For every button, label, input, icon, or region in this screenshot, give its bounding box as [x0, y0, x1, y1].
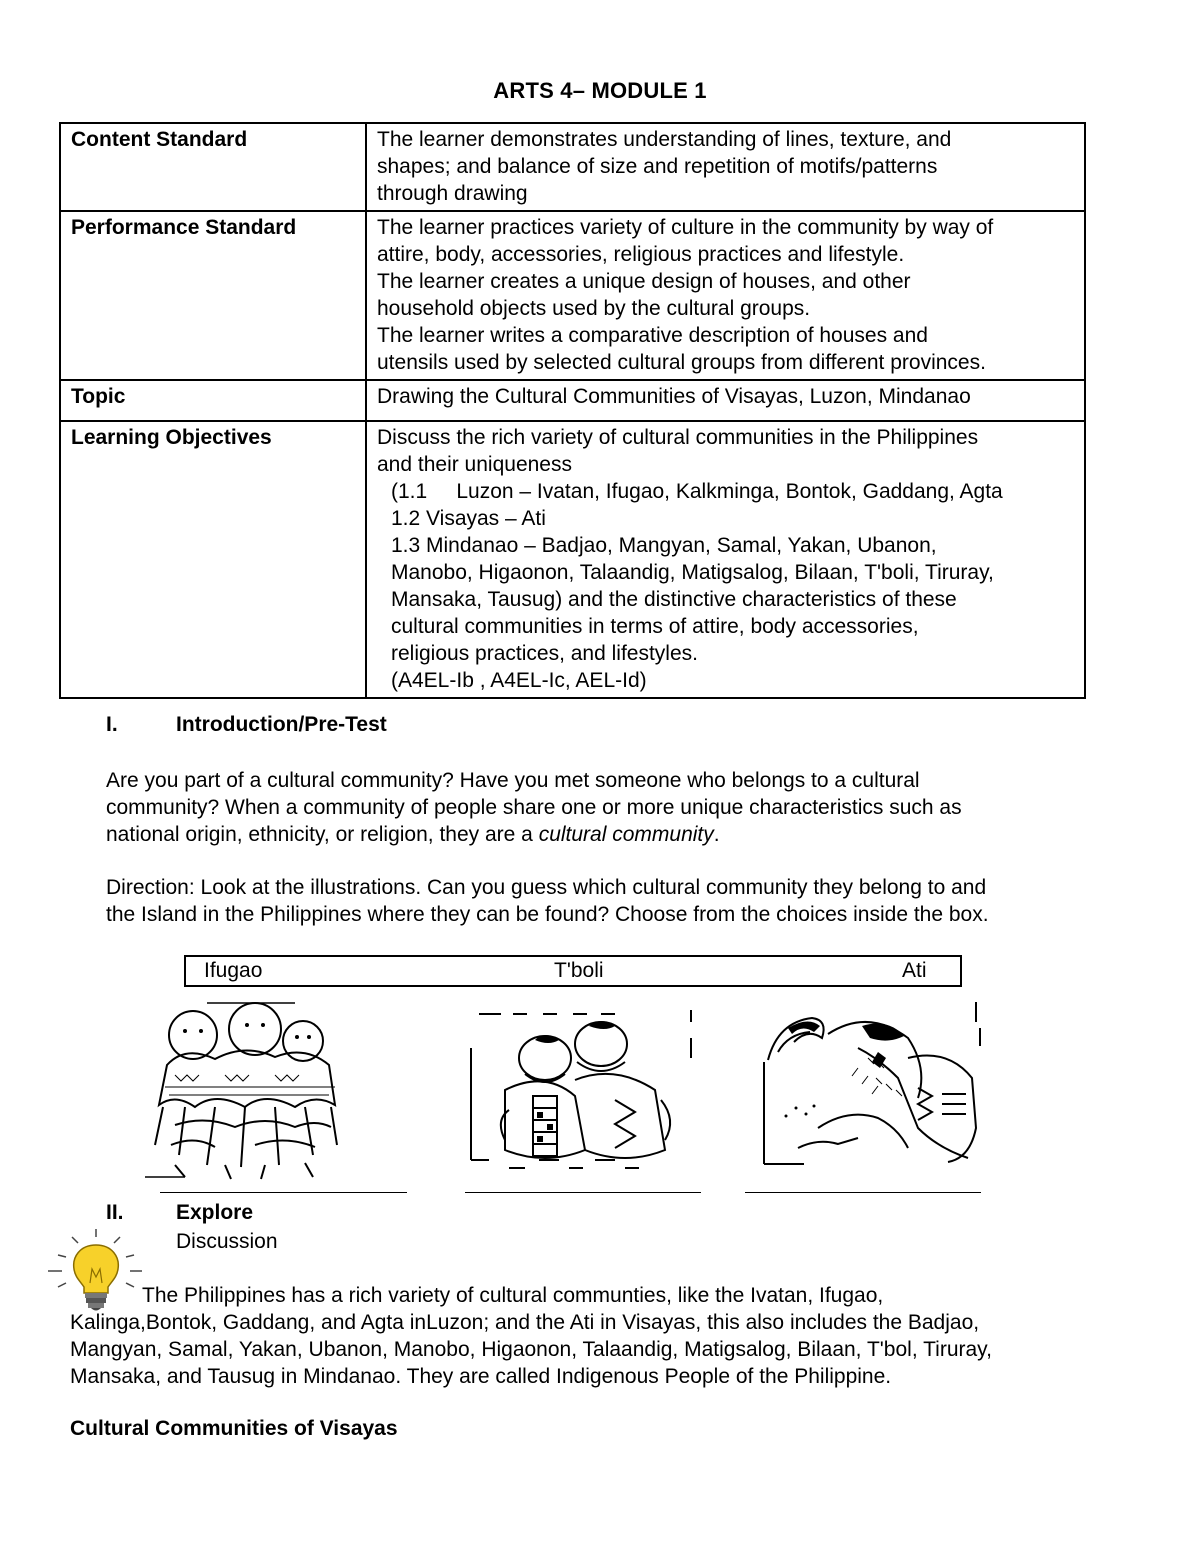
choices-box: [184, 955, 962, 987]
table-row: [60, 123, 1085, 211]
standards-table: [59, 122, 1086, 699]
tboli-illustration: [465, 1000, 695, 1180]
explore-paragraph: The Philippines has a rich variety of cultural communties, like the Ivatan, Ifugao, Kalinga,Bontok, Gaddang, and Agta inLuzon; and the Ati in Visayas, this also includes the Badjao, Mangyan, Samal, Yakan, Ubanon, Manobo, Higaonon, Talaandig, Matigsalog, Bilaan, T'bol, Tiruray, Mansaka, and Tausug in Mindanao. They are called Indigenous People of the Philippine.: [70, 1284, 992, 1388]
row-label: Performance Standard: [60, 211, 366, 380]
table-row: [60, 421, 1085, 698]
answer-blank[interactable]: [160, 1192, 407, 1193]
section-subheading: Discussion: [176, 1230, 278, 1253]
section-heading: Explore: [176, 1201, 254, 1224]
choice-ifugao: Ifugao: [204, 959, 263, 982]
row-value: The learner practices variety of culture in the community by way of attire, body, accessories, religious practices and lifestyle. The learner creates a unique design of houses, and other household objects used by the cultural groups. The learner writes a comparative description of houses and utensils used by selected cultural groups from different provinces.: [366, 211, 1085, 380]
intro-paragraph: Are you part of a cultural community? Have you met someone who belongs to a cultural community? When a community of people share one or more unique characteristics such as national origin, ethnicity, or religion, they are a cultural community.: [106, 769, 962, 846]
section-number: I.: [106, 713, 118, 736]
table-row: [60, 211, 1085, 380]
section-heading: Introduction/Pre-Test: [176, 713, 387, 736]
choice-tboli: T'boli: [554, 959, 604, 982]
page-title: ARTS 4– MODULE 1: [493, 78, 707, 103]
direction-paragraph: Direction: Look at the illustrations. Can you guess which cultural community they belong to and the Island in the Philippines where they can be found? Choose from the choices inside the box.: [106, 876, 989, 926]
subsection-heading: Cultural Communities of Visayas: [70, 1417, 398, 1440]
row-value: Discuss the rich variety of cultural communities in the Philippines and their uniqueness (1.1 Luzon – Ivatan, Ifugao, Kalkminga, Bontok, Gaddang, Agta 1.2 Visayas – Ati 1.3 Mindanao – Badjao, Mangyan, Samal, Yakan, Ubanon, Manobo, Higaonon, Talaandig, Matigsalog, Bilaan, T'boli, Tiruray, Mansaka, Tausug) and the distinctive characteristics of these cultural communities in terms of attire, body accessories, religious practices, and lifestyles. (A4EL-Ib , A4EL-Ic, AEL-Id): [366, 421, 1085, 698]
row-label: Content Standard: [60, 123, 366, 211]
row-value: The learner demonstrates understanding of lines, texture, and shapes; and balance of size and repetition of motifs/patterns through drawing: [366, 123, 1085, 211]
row-value: Drawing the Cultural Communities of Visayas, Luzon, Mindanao: [366, 380, 1085, 421]
table-row: [60, 380, 1085, 421]
section-number: II.: [106, 1201, 124, 1224]
answer-blank[interactable]: [465, 1192, 701, 1193]
choice-ati: Ati: [902, 959, 927, 982]
row-label: Learning Objectives: [60, 421, 366, 698]
row-label: Topic: [60, 380, 366, 421]
answer-blank[interactable]: [745, 1192, 981, 1193]
ati-illustration: [758, 998, 983, 1168]
ifugao-illustration: [145, 995, 345, 1185]
